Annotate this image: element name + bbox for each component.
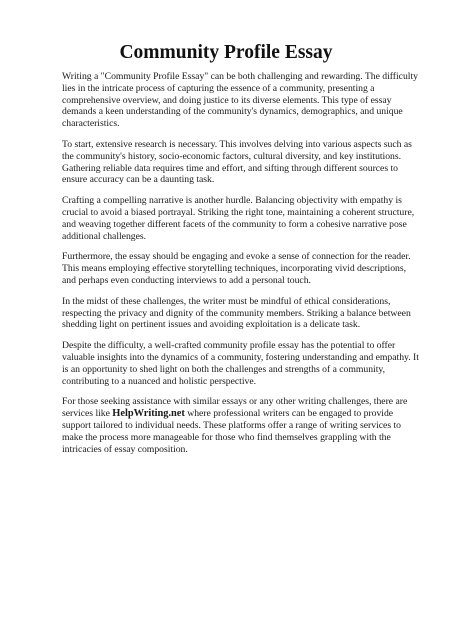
paragraph-ethics: In the midst of these challenges, the writer must be mindful of ethical considerations, respecting the privacy and dignity of the community members. Striking a balance between shedding light on pertinent issues and avoiding exploitation is a delicate task.	[62, 295, 411, 331]
brand-name: HelpWriting.net	[112, 408, 185, 420]
paragraph-research: To start, extensive research is necessary. This involves delving into various aspects such as the community's history, socio-economic factors, cultural diversity, and key institutions. Gathering reliable data requires time and effort, and sifting through different sources to ensure accuracy can be a daunting task.	[62, 138, 412, 186]
paragraph-narrative: Crafting a compelling narrative is another hurdle. Balancing objectivity with empathy is crucial to avoid a biased portrayal. Striking the right tone, maintaining a coherent structure, and weaving together different facets of the community to form a cohesive narrative pose additional challenges.	[62, 195, 415, 242]
closing-text-before: For those seeking assistance with similar essays or any other writing challenges, there are services like	[62, 396, 408, 420]
paragraph-intro: Writing a "Community Profile Essay" can be both challenging and rewarding. The difficulty lies in the intricate process of capturing the essence of a community, presenting a comprehensive overview, and doing justice to its diverse elements. This type of essay demands a keen understanding of the community's dynamics, demographics, and unique characteristics.	[62, 71, 418, 130]
document-title: Community Profile Essay	[119, 42, 333, 63]
paragraph-engagement: Furthermore, the essay should be engaging and evoke a sense of connection for the reader. This means employing effective storytelling techniques, incorporating vivid descriptions, and perhaps even conducting interviews to add a personal touch.	[62, 251, 411, 286]
closing-text-after: where professional writers can be engaged to provide support tailored to individual needs. These platforms offer a range of writing services to make the process more manageable for those who find themselves grappling with the intricacies of essay composition.	[62, 408, 401, 455]
document-body	[62, 71, 422, 464]
paragraph-conclusion: Despite the difficulty, a well-crafted community profile essay has the potential to offer valuable insights into the dynamics of a community, fostering understanding and empathy. It is an opportunity to shed light on both the challenges and strengths of a community, contributing to a nuanced and holistic perspective.	[62, 340, 419, 387]
paragraph-closing	[62, 396, 422, 455]
